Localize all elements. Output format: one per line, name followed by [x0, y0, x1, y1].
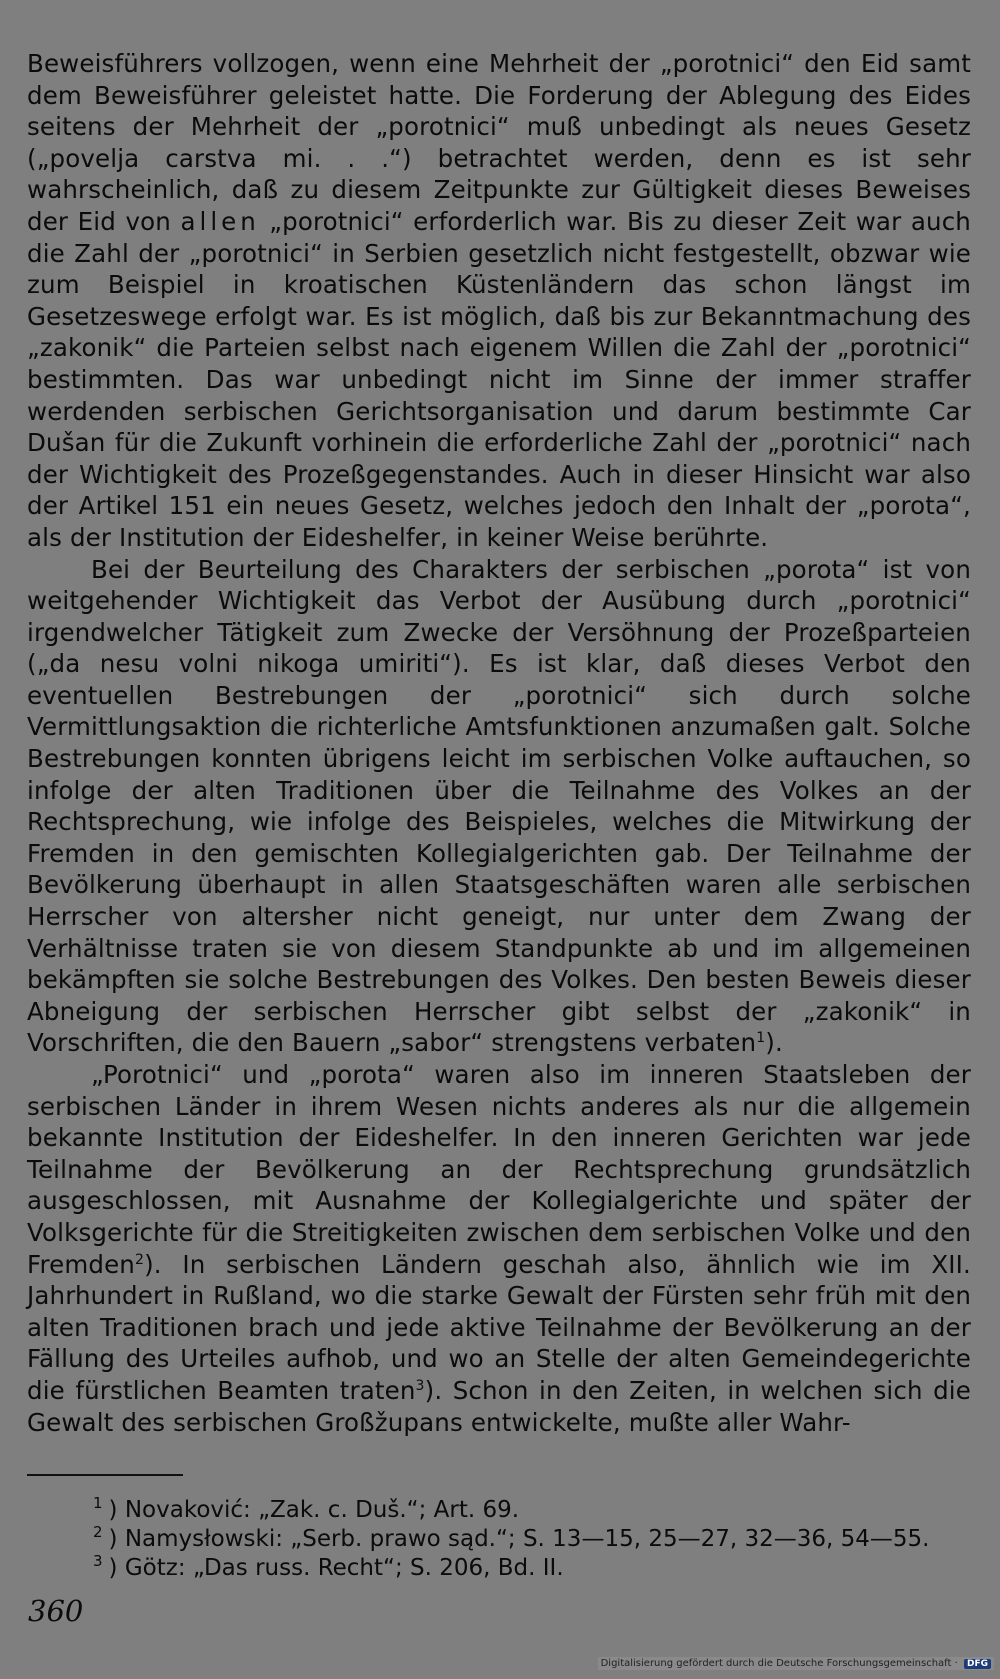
footnote-text: ) Namysłowski: „Serb. prawo sąd.“; S. 13—15, 25—27, 32—36, 54—55.: [108, 1526, 930, 1552]
footnote-marker: 1: [93, 1494, 103, 1513]
paragraph-1-rest: „porotnici“ erforderlich war. Bis zu dieser Zeit war auch die Zahl der „porotnici“ in Serbien gesetzlich nicht festgestellt, obzwar wie zum Beispiel in kroatischen Küstenländern das schon längst im Gesetzeswege erfolgt war. Es ist möglich, daß bis zur Bekanntmachung des „zakonik“ die Parteien selbst nach eigenem Willen die Zahl der „porotnici“ bestimmten. Das war unbedingt nicht im Sinne der immer straffer werdenden serbischen Gerichtsorganisation und darum bestimmte Car Dušan für die Zukunft vorhinein die erforderliche Zahl der „porotnici“ nach der Wichtigkeit des Prozeßgegenstandes. Auch in dieser Hinsicht war also der Artikel 151 ein neues Gesetz, welches jedoch den Inhalt der „porota“, als der Institution der Eideshelfer, in keiner Weise berührte.: [27, 206, 971, 552]
footnote-2: [93, 1525, 973, 1554]
credit-text: Digitalisierung gefördert durch die Deutsche Forschungsgemeinschaft: [600, 1658, 952, 1669]
digitization-credit: Digitalisierung gefördert durch die Deutsche Forschungsgemeinschaft · DFG: [598, 1657, 994, 1670]
footnote-marker: 2: [93, 1523, 103, 1542]
footnote-ref-2: 2: [135, 1251, 145, 1268]
paragraph-2: [27, 554, 971, 1060]
paragraph-1-start: Beweisführers vollzogen, wenn eine Mehrheit der „porotnici“ den Eid samt dem Beweisführer geleistet hatte. Die Forderung der Ablegung des Eides seitens der Mehrheit der „porotnici“ muß unbedingt als neues Gesetz („povelja carstva mi. . .“) betrachtet werden, denn es ist sehr wahrscheinlich, daß zu diesem Zeitpunkte zur Gültigkeit dieses Beweises der Eid von: [27, 49, 971, 236]
paragraph-3: [27, 1059, 971, 1438]
footnotes: [93, 1496, 973, 1583]
footnote-divider: [27, 1474, 183, 1476]
footnote-ref-1: 1: [756, 1030, 766, 1047]
footnote-1: [93, 1496, 973, 1525]
footnote-ref-3: 3: [415, 1377, 425, 1394]
footnote-text: ) Novaković: „Zak. c. Duš.“; Art. 69.: [108, 1497, 520, 1523]
page-number: 360: [28, 1594, 84, 1628]
paragraph-3-continued: In serbischen Ländern geschah also, ähnlich wie im XII. Jahrhundert in Rußland, wo die starke Gewalt der Fürsten sehr früh mit den alten Traditionen brach und jede aktive Teilnahme der Bevölkerung an der Fällung des Urteiles aufhob, und wo an Stelle der alten Gemeindegerichte die fürstlichen Beamten traten: [27, 1249, 971, 1405]
footnote-3: [93, 1554, 973, 1583]
paragraph-1: [27, 48, 971, 554]
footnote-ref-2-after: ).: [144, 1249, 162, 1279]
footnote-ref-3-after: ).: [424, 1375, 443, 1405]
paragraph-2-text: Bei der Beurteilung des Charakters der serbischen „porota“ ist von weitgehender Wichtigkeit das Verbot der Ausübung durch „porotnici“ irgendwelcher Tätigkeit zum Zwecke der Versöhnung der Prozeßparteien („da nesu volni nikoga umiriti“). Es ist klar, daß dieses Verbot den eventuellen Bestrebungen der „porotnici“ sich durch solche Vermittlungsaktion die richterliche Amtsfunktionen anzumaßen galt. Solche Bestrebungen konnten übrigens leicht im serbischen Volke auftauchen, so infolge der alten Traditionen über die Teilnahme des Volkes an der Rechtsprechung, wie infolge des Beispieles, welches die Mitwirkung der Fremden in den gemischten Kollegialgerichten gab. Der Teilnahme der Bevölkerung überhaupt in allen Staatsgeschäften waren alle serbischen Herrscher von altersher nicht geneigt, nur unter dem Zwang der Verhältnisse traten sie von diesem Standpunkte ab und im allgemeinen bekämpften sie solche Bestrebungen des Volkes. Den besten Beweis dieser Abneigung der serbischen Herrscher gibt selbst der „zakonik“ in Vorschriften, die den Bauern „sabor“ strengstens verbaten: [27, 554, 971, 1058]
body-text: [27, 48, 971, 1438]
footnote-text: ) Götz: „Das russ. Recht“; S. 206, Bd. II.: [108, 1555, 564, 1581]
footnote-marker: 3: [93, 1552, 103, 1571]
footnote-ref-1-after: ).: [765, 1028, 783, 1058]
dfg-logo: DFG: [964, 1659, 991, 1669]
paragraph-3-text: „Porotnici“ und „porota“ waren also im inneren Staatsleben der serbischen Länder in ihrem Wesen nichts anderes als nur die allgemein bekannte Institution der Eideshelfer. In den inneren Gerichten war jede Teilnahme der Bevölkerung an der Rechtsprechung grundsätzlich ausgeschlossen, mit Ausnahme der Kollegialgerichte und später der Volksgerichte für die Streitigkeiten zwischen dem serbischen Volke und den Fremden: [27, 1060, 971, 1279]
paragraph-3-end: Schon in den Zeiten, in welchen sich die Gewalt des serbischen Großžupans entwickelte, mußte aller Wahr-: [27, 1375, 971, 1437]
spaced-word: allen: [180, 206, 260, 236]
